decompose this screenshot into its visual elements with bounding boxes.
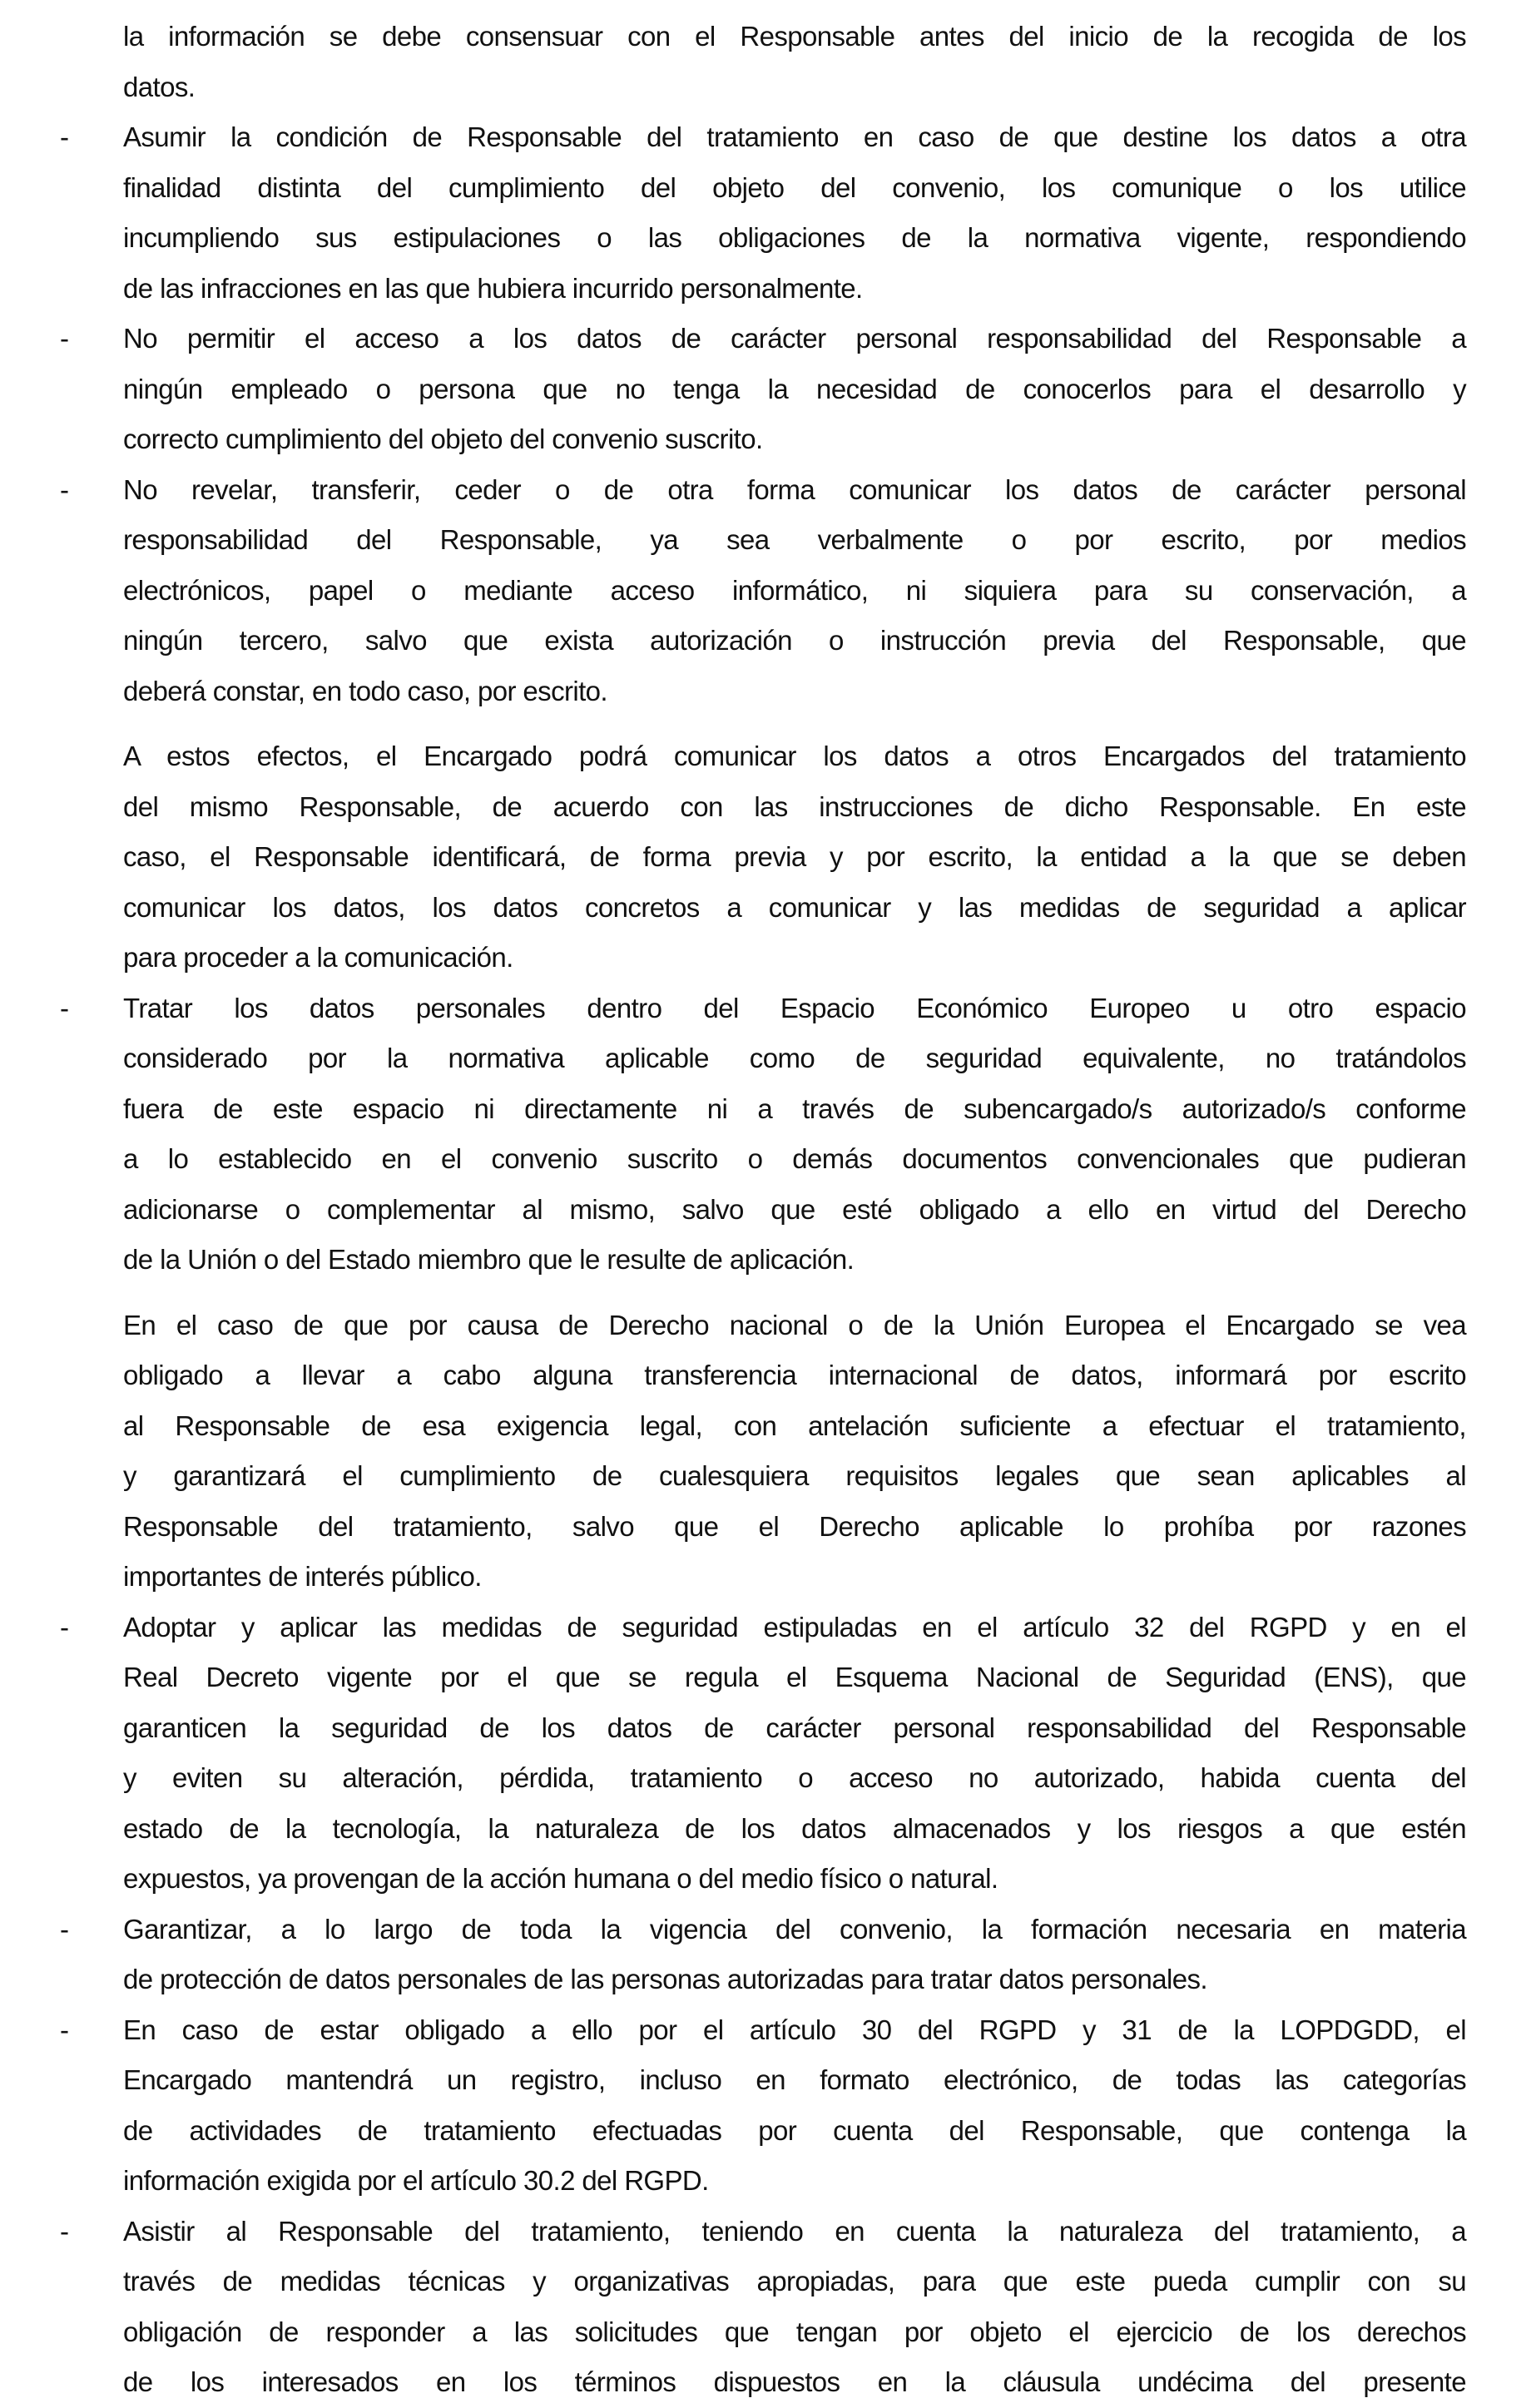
text-line: a lo establecido en el convenio suscrito o demás documentos convencionales que pudieran: [123, 1143, 1466, 1174]
text-line: deberá constar, en todo caso, por escrito.: [123, 675, 607, 706]
bullet-item: [0, 2005, 1531, 2207]
bullet-item: [0, 112, 1531, 314]
dash-bullet-icon: -: [60, 323, 69, 354]
text-line: A estos efectos, el Encargado podrá comunicar los datos a otros Encargados del tratamiento: [123, 741, 1466, 771]
dash-bullet-icon: -: [60, 1913, 69, 1945]
text-line: al Responsable de esa exigencia legal, con antelación suficiente a efectuar el tratamiento,: [123, 1410, 1466, 1441]
bullet-item: [0, 314, 1531, 465]
text-line: de la Unión o del Estado miembro que le resulte de aplicación.: [123, 1244, 855, 1275]
bullet-item: [0, 1603, 1531, 1905]
text-line: No permitir el acceso a los datos de carácter personal responsabilidad del Responsable a: [123, 323, 1466, 354]
text-line: para proceder a la comunicación.: [123, 942, 513, 973]
text-line: obligación de responder a las solicitudes que tengan por objeto el ejercicio de los derechos: [123, 2316, 1466, 2347]
text-line: de los interesados en los términos dispuestos en la cláusula undécima del presente: [123, 2366, 1466, 2397]
text-line: correcto cumplimiento del objeto del convenio suscrito.: [123, 424, 763, 454]
text-line: Real Decreto vigente por el que se regula el Esquema Nacional de Seguridad (ENS), que: [123, 1662, 1466, 1692]
text-line: través de medidas técnicas y organizativas apropiadas, para que este pueda cumplir con su: [123, 2266, 1466, 2297]
text-line: considerado por la normativa aplicable como de seguridad equivalente, no tratándolos: [123, 1043, 1466, 1073]
text-line: obligado a llevar a cabo alguna transferencia internacional de datos, informará por escrito: [123, 1360, 1466, 1390]
text-line: Adoptar y aplicar las medidas de seguridad estipuladas en el artículo 32 del RGPD y en el: [123, 1611, 1466, 1642]
text-line: importantes de interés público.: [123, 1561, 482, 1592]
text-line: Asumir la condición de Responsable del tratamiento en caso de que destine los datos a otra: [123, 121, 1466, 152]
text-line: electrónicos, papel o mediante acceso informático, ni siquiera para su conservación, a: [123, 574, 1466, 606]
text-line: responsabilidad del Responsable, ya sea verbalmente o por escrito, por medios: [123, 524, 1466, 555]
dash-bullet-icon: -: [60, 992, 69, 1023]
text-line: caso, el Responsable identificará, de forma previa y por escrito, la entidad a la que se deben: [123, 841, 1466, 872]
text-line: No revelar, transferir, ceder o de otra forma comunicar los datos de carácter personal: [123, 473, 1466, 505]
text-line: comunicar los datos, los datos concretos a comunicar y las medidas de seguridad a aplicar: [123, 891, 1466, 923]
dash-bullet-icon: -: [60, 473, 69, 505]
text-line: y garantizará el cumplimiento de cualesquiera requisitos legales que sean aplicables al: [123, 1460, 1466, 1491]
dash-bullet-icon: -: [60, 121, 69, 152]
dash-bullet-icon: -: [60, 1611, 69, 1642]
text-line: del mismo Responsable, de acuerdo con las instrucciones de dicho Responsable. En este: [123, 790, 1466, 822]
paragraph: [0, 1301, 1531, 1603]
dash-bullet-icon: -: [60, 2014, 69, 2045]
document-page: [0, 12, 1531, 2408]
text-line: Asistir al Responsable del tratamiento, teniendo en cuenta la naturaleza del tratamiento, a: [123, 2215, 1466, 2247]
text-line: Encargado mantendrá un registro, incluso en formato electrónico, de todas las categorías: [123, 2064, 1466, 2095]
text-line: ningún tercero, salvo que exista autorización o instrucción previa del Responsable, que: [123, 625, 1466, 656]
paragraph: [0, 12, 1531, 112]
text-line: expuestos, ya provengan de la acción humana o del medio físico o natural.: [123, 1863, 998, 1894]
text-line: adicionarse o complementar al mismo, salvo que esté obligado a ello en virtud del Derecho: [123, 1193, 1466, 1225]
text-line: finalidad distinta del cumplimiento del objeto del convenio, los comunique o los utilice: [123, 171, 1466, 203]
text-line: de actividades de tratamiento efectuadas por cuenta del Responsable, que contenga la: [123, 2114, 1466, 2146]
bullet-item: [0, 2207, 1531, 2408]
text-line: de las infracciones en las que hubiera incurrido personalmente.: [123, 272, 863, 304]
paragraph: [0, 731, 1531, 984]
text-line: garanticen la seguridad de los datos de carácter personal responsabilidad del Responsable: [123, 1712, 1466, 1743]
bullet-item: [0, 465, 1531, 717]
text-line: Responsable del tratamiento, salvo que el Derecho aplicable lo prohíba por razones: [123, 1510, 1466, 1542]
bullet-item: [0, 984, 1531, 1286]
text-line: ningún empleado o persona que no tenga la necesidad de conocerlos para el desarrollo y: [123, 373, 1466, 404]
text-line: fuera de este espacio ni directamente ni a través de subencargado/s autorizado/s conforme: [123, 1093, 1466, 1124]
dash-bullet-icon: -: [60, 2215, 69, 2247]
text-line: información exigida por el artículo 30.2 del RGPD.: [123, 2165, 709, 2196]
text-line: incumpliendo sus estipulaciones o las obligaciones de la normativa vigente, respondiendo: [123, 222, 1466, 253]
text-line: Garantizar, a lo largo de toda la vigencia del convenio, la formación necesaria en materia: [123, 1913, 1466, 1945]
text-line: En caso de estar obligado a ello por el artículo 30 del RGPD y 31 de la LOPDGDD, el: [123, 2014, 1466, 2045]
text-line: la información se debe consensuar con el Responsable antes del inicio de la recogida de los: [123, 21, 1466, 52]
text-line: Tratar los datos personales dentro del Espacio Económico Europeo u otro espacio: [123, 992, 1466, 1023]
text-line: En el caso de que por causa de Derecho nacional o de la Unión Europea el Encargado se vea: [123, 1309, 1466, 1340]
bullet-item: [0, 1905, 1531, 2005]
text-line: estado de la tecnología, la naturaleza de los datos almacenados y los riesgos a que estén: [123, 1812, 1466, 1844]
text-line: datos.: [123, 71, 196, 102]
text-line: y eviten su alteración, pérdida, tratamiento o acceso no autorizado, habida cuenta del: [123, 1762, 1466, 1793]
text-line: de protección de datos personales de las personas autorizadas para tratar datos personales.: [123, 1964, 1207, 1994]
